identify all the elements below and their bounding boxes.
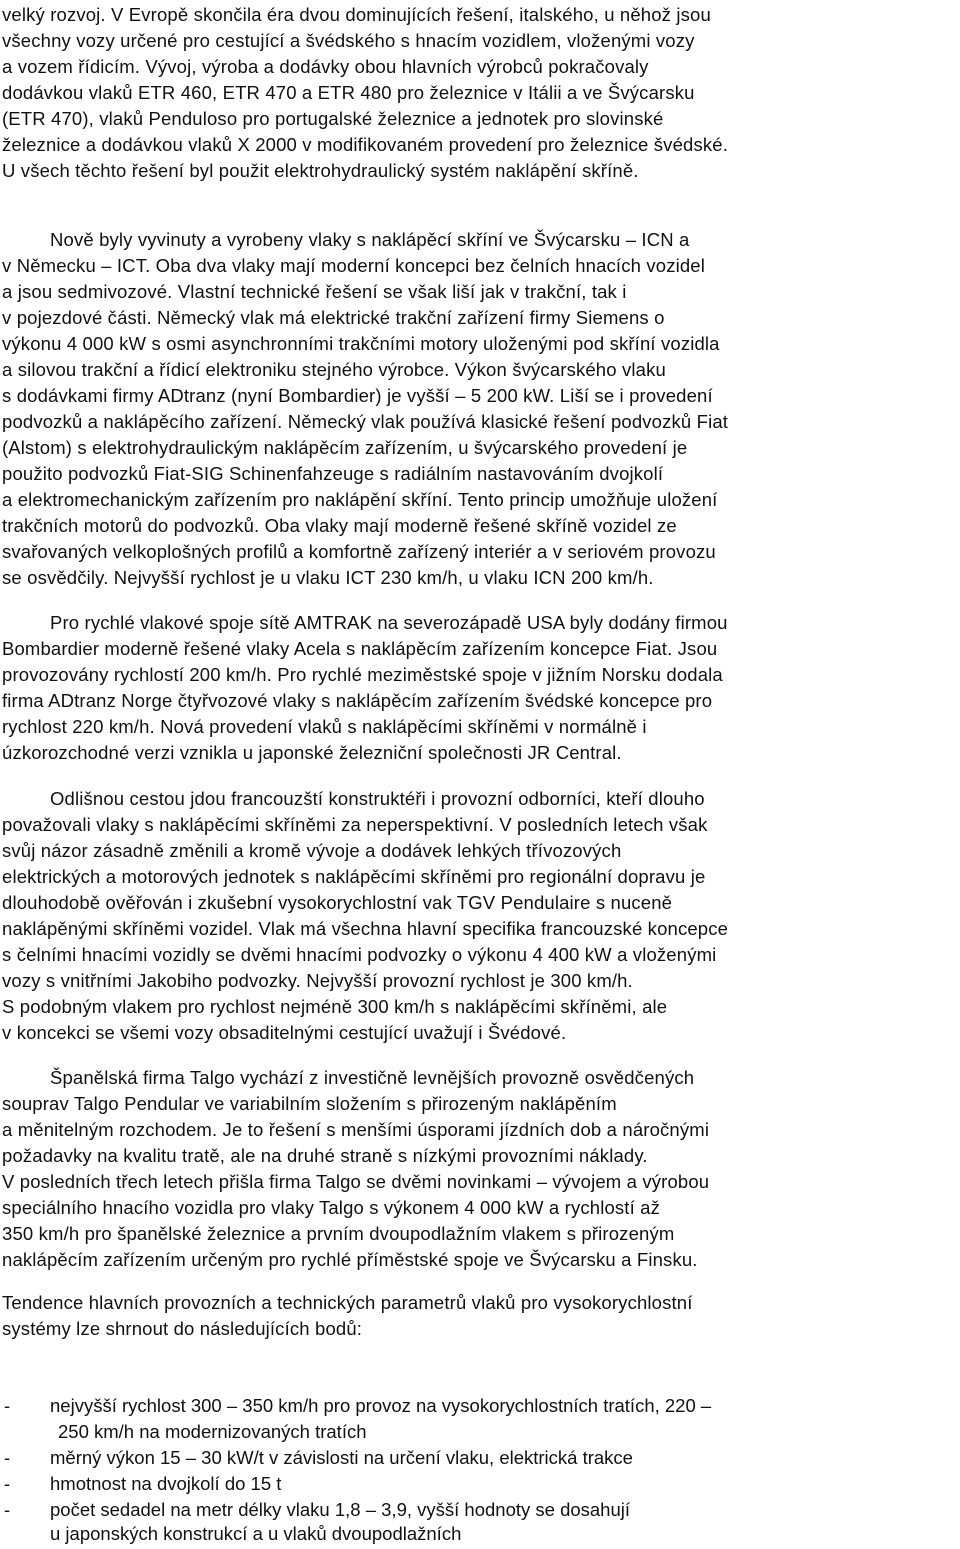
bullet-marker: - (4, 1447, 11, 1468)
text-line: Bombardier moderně řešené vlaky Acela s naklápěcím zařízením koncepce Fiat. Jsou (2, 638, 718, 659)
text-line: U všech těchto řešení byl použit elektrohydraulický systém naklápění skříně. (2, 160, 639, 181)
text-line: Nově byly vyvinuty a vyrobeny vlaky s naklápěcí skříní ve Švýcarsku – ICN a (50, 229, 690, 250)
text-line: Odlišnou cestou jdou francouzští konstruktéři i provozní odborníci, kteří dlouho (50, 788, 705, 809)
text-line: v koncekci se všemi vozy obsaditelnými cestující uvažují i Švédové. (2, 1022, 567, 1043)
text-line: systémy lze shrnout do následujících bodů: (2, 1318, 363, 1339)
text-line: dlouhodobě ověřován i zkušební vysokorychlostní vak TGV Pendulaire s nuceně (2, 892, 673, 913)
text-line: dodávkou vlaků ETR 460, ETR 470 a ETR 480 pro železnice v Itálii a ve Švýcarsku (2, 82, 695, 103)
list-item-continuation: 250 km/h na modernizovaných tratích (58, 1421, 367, 1442)
text-line: 350 km/h pro španělské železnice a prvním dvoupodlažním vlakem s přirozeným (2, 1223, 675, 1244)
text-line: požadavky na kvalitu tratě, ale na druhé straně s nízkými provozními náklady. (2, 1145, 648, 1166)
text-line: železnice a dodávkou vlaků X 2000 v modifikovaném provedení pro železnice švédské. (2, 134, 728, 155)
text-line: elektrických a motorových jednotek s naklápěcími skříněmi pro regionální dopravu je (2, 866, 706, 887)
text-line: úzkorozchodné verzi vznikla u japonské železniční společnosti JR Central. (2, 742, 622, 763)
text-line: firma ADtranz Norge čtyřvozové vlaky s naklápěcím zařízením švédské koncepce pro (2, 690, 713, 711)
text-line: se osvědčily. Nejvyšší rychlost je u vlaku ICT 230 km/h, u vlaku ICN 200 km/h. (2, 567, 654, 588)
text-line: v pojezdové části. Německý vlak má elektrické trakční zařízení firmy Siemens o (2, 307, 665, 328)
list-item (0, 1393, 960, 1445)
bullet-marker: - (4, 1395, 11, 1416)
text-line: svařovaných velkoplošných profilů a komfortně zařízený interiér a v seriovém provozu (2, 541, 716, 562)
text-line: speciálního hnacího vozidla pro vlaky Talgo s výkonem 4 000 kW a rychlostí až (2, 1197, 661, 1218)
text-line: a silovou trakční a řídicí elektroniku stejného výrobce. Výkon švýcarského vlaku (2, 359, 666, 380)
list-item-text: nejvyšší rychlost 300 – 350 km/h pro provoz na vysokorychlostních tratích, 220 – (50, 1395, 712, 1416)
text-line: souprav Talgo Pendular ve variabilním složením s přirozeným naklápěním (2, 1093, 617, 1114)
bullet-marker: - (4, 1473, 11, 1494)
text-line: Pro rychlé vlakové spoje sítě AMTRAK na severozápadě USA byly dodány firmou (50, 612, 728, 633)
text-line: V posledních třech letech přišla firma Talgo se dvěmi novinkami – vývojem a výrobou (2, 1171, 710, 1192)
list-item (0, 1497, 960, 1549)
text-line: a elektromechanickým zařízením pro naklápění skříní. Tento princip umožňuje uložení (2, 489, 718, 510)
text-line: považovali vlaky s naklápěcími skříněmi za neperspektivní. V posledních letech však (2, 814, 708, 835)
text-line: S podobným vlakem pro rychlost nejméně 300 km/h s naklápěcími skříněmi, ale (2, 996, 668, 1017)
text-line: s dodávkami firmy ADtranz (nyní Bombardier) je vyšší – 5 200 kW. Liší se i provedení (2, 385, 713, 406)
text-line: svůj názor zásadně změnili a kromě vývoje a dodávek lehkých třívozových (2, 840, 622, 861)
text-line: s čelními hnacími vozidly se dvěmi hnacími podvozky o výkonu 4 400 kW a vloženými (2, 944, 717, 965)
text-line: všechny vozy určené pro cestující a švédského s hnacím vozidlem, vloženými vozy (2, 30, 695, 51)
text-line: Tendence hlavních provozních a technických parametrů vlaků pro vysokorychlostní (2, 1292, 693, 1313)
text-line: vozy s vnitřními Jakobiho podvozky. Nejvyšší provozní rychlost je 300 km/h. (2, 970, 633, 991)
text-line: trakčních motorů do podvozků. Oba vlaky mají moderně řešené skříně vozidel ze (2, 515, 677, 536)
list-item-text: měrný výkon 15 – 30 kW/t v závislosti na určení vlaku, elektrická trakce (50, 1447, 633, 1468)
text-line: a jsou sedmivozové. Vlastní technické řešení se však liší jak v trakční, tak i (2, 281, 627, 302)
text-line: (ETR 470), vlaků Penduloso pro portugalské železnice a jednotek pro slovinské (2, 108, 664, 129)
text-line: naklápěnými skříněmi vozidel. Vlak má všechna hlavní specifika francouzské koncepce (2, 918, 729, 939)
text-line: velký rozvoj. V Evropě skončila éra dvou dominujících řešení, italského, u něhož jsou (2, 4, 711, 25)
text-line: a vozem řídicím. Vývoj, výroba a dodávky obou hlavních výrobců pokračovaly (2, 56, 649, 77)
text-line: v Německu – ICT. Oba dva vlaky mají moderní koncepci bez čelních hnacích vozidel (2, 255, 705, 276)
text-line: provozovány rychlostí 200 km/h. Pro rychlé meziměstské spoje v jižním Norsku dodala (2, 664, 723, 685)
bullet-marker: - (4, 1499, 11, 1520)
list-item-text: počet sedadel na metr délky vlaku 1,8 – 3,9, vyšší hodnoty se dosahují (50, 1499, 631, 1520)
text-line: a měnitelným rozchodem. Je to řešení s menšími úsporami jízdních dob a náročnými (2, 1119, 710, 1140)
text-line: použito podvozků Fiat-SIG Schinenfahzeuge s radiálním nastavováním dvojkolí (2, 463, 664, 484)
list-item-continuation: u japonských konstrukcí a u vlaků dvoupodlažních (50, 1523, 462, 1544)
text-line: Španělská firma Talgo vychází z investičně levnějších provozně osvědčených (50, 1067, 695, 1088)
text-line: rychlost 220 km/h. Nová provedení vlaků s naklápěcími skříněmi v normálně i (2, 716, 647, 737)
list-item (0, 1445, 960, 1471)
text-line: naklápěcím zařízením určeným pro rychlé příměstské spoje ve Švýcarsku a Finsku. (2, 1249, 698, 1270)
list-item-text: hmotnost na dvojkolí do 15 t (50, 1473, 282, 1494)
text-line: výkonu 4 000 kW s osmi asynchronními trakčními motory uloženými pod skříní vozidla (2, 333, 720, 354)
text-line: (Alstom) s elektrohydraulickým naklápěcím zařízením, u švýcarského provedení je (2, 437, 688, 458)
text-line: podvozků a naklápěcího zařízení. Německý vlak používá klasické řešení podvozků Fiat (2, 411, 729, 432)
list-item (0, 1471, 960, 1497)
